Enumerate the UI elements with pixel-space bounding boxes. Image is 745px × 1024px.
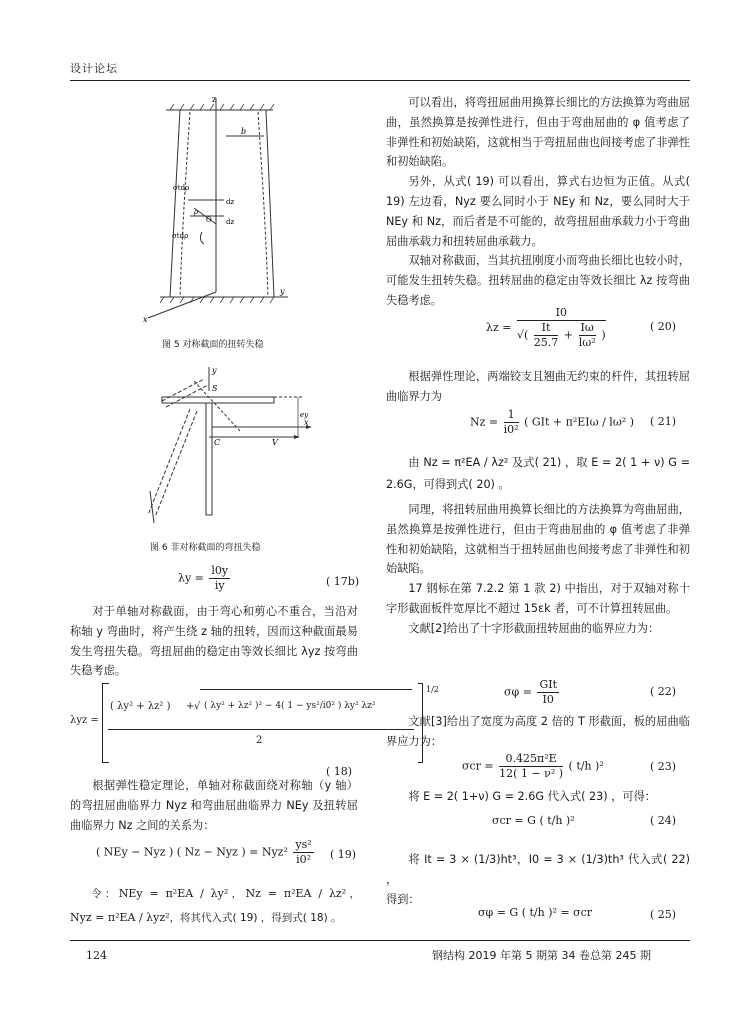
eq18-bracket-left	[102, 683, 109, 763]
eq22-number: ( 22)	[650, 685, 677, 698]
right-paragraph-9	[386, 712, 690, 752]
paragraph-text: 文献[2]给出了十字形截面扭转屈曲的临界应力为：	[408, 621, 660, 635]
header-rule	[70, 80, 690, 81]
eq23-lhs: σcr =	[462, 759, 494, 773]
p3-prefix: 令：	[91, 888, 119, 900]
eq20-plus: +	[563, 328, 574, 342]
figure-5-diagram	[140, 92, 300, 324]
fig6-label-y: y	[212, 366, 217, 375]
running-header: 设计论坛	[70, 62, 118, 75]
eq18-lhs: λyz =	[70, 715, 99, 726]
p3-suffix: ，将其代入式( 19) ，得到式( 18) 。	[169, 912, 342, 924]
paragraph-text: 同理，将扭转屈曲用换算长细比的方法换算为弯曲屈曲，虽然换算是按弹性进行，但由于弯曲屈曲的 φ 值考虑了非弹性和初始缺陷，这就相当于扭转屈曲也间接考虑了非弹性和初始缺陷。	[386, 503, 690, 576]
fig6-label-S: S	[212, 384, 218, 393]
equation-23	[462, 752, 604, 781]
eq20-d1d: 25.7	[533, 336, 559, 349]
paragraph-text: 双轴对称截面，当其抗扭刚度小而弯曲长细比也较小时，可能发生扭转失稳。扭转屈曲的稳定由等效长细比 λz 按弯曲失稳考虑。	[386, 254, 690, 307]
eq20-num: I0	[517, 306, 606, 321]
eq18-sqrt-body: ( λy² + λz² )² − 4( 1 − ys²/i0² ) λy² λz²	[204, 701, 376, 711]
eq18-power: 1/2	[426, 685, 439, 694]
eq21-number: ( 21)	[650, 415, 677, 428]
eq19-lhs: ( NEy − Nyz ) ( Nz − Nyz ) = Nyz²	[96, 845, 288, 859]
right-paragraph-11	[386, 850, 690, 909]
equation-21	[470, 408, 634, 437]
eq17b-lhs: λy =	[178, 571, 204, 585]
fig5-label-O: O	[206, 216, 212, 224]
eq20-lhs: λz =	[486, 321, 512, 334]
eq20-number: ( 20)	[650, 320, 677, 333]
eq22-num: GIt	[539, 678, 557, 691]
paragraph-text: 将 It = 3 × (1/3)ht³，I0 = 3 × (1/3)th³ 代入式( 22) ，	[386, 853, 690, 886]
eq18-den: 2	[256, 735, 263, 746]
eq25-frac: ( t/h )²	[521, 906, 557, 919]
p3-formula-1: NEy = π²EA / λy²	[118, 887, 229, 900]
eq18-number: ( 18)	[326, 765, 353, 778]
fig6-label-x: x	[304, 418, 309, 427]
left-paragraph-1	[70, 602, 358, 681]
eq22-den: I0	[542, 693, 554, 706]
eq25-number: ( 25)	[650, 908, 677, 921]
paragraph-text: 令：NEy = π²EA / λy²，Nz = π²EA / λz²，Nyz = π²EA / λyz²，将其代入式( 19) ，得到式( 18) 。	[70, 887, 360, 924]
eq20-den: √( $\frac{It}{25.7}$ + $\frac{I\omega}{\text{lω²}}$ )	[516, 321, 606, 349]
eq20-d2n: Iω	[580, 321, 594, 334]
fig6-label-C: C	[214, 438, 221, 447]
paragraph-text: 根据弹性稳定理论，单轴对称截面绕对称轴（y 轴）的弯扭屈曲临界力 Nyz 和弯曲屈曲临界力 NEy 及扭转屈曲临界力 Nz 之间的关系为：	[70, 779, 358, 832]
eq18-plus: +	[186, 701, 195, 712]
p3-formula-2: Nz = π²EA / λz²	[245, 887, 347, 900]
fig5-label-rho: ρ	[194, 208, 199, 216]
fig5-label-sigma-bot: σtdρ	[172, 232, 189, 240]
right-paragraph-5	[386, 452, 690, 496]
fig6-label-V: V	[272, 438, 278, 447]
eq24-number: ( 24)	[650, 814, 677, 827]
equation-17b	[178, 564, 232, 593]
left-paragraph-3	[70, 882, 360, 930]
eq18-sqrt-sign: √	[194, 701, 201, 712]
equation-24	[492, 814, 575, 827]
right-paragraph-10	[386, 787, 690, 807]
equation-19	[96, 838, 316, 867]
right-paragraph-4	[386, 367, 690, 407]
paragraph-text: 文献[3]给出了宽度为高度 2 倍的 T 形截面，板的屈曲临界应力为：	[386, 715, 690, 748]
paragraph-text: 将 E = 2( 1+ν) G = 2.6G 代入式( 23) ，可得：	[408, 790, 656, 803]
eq17b-number: ( 17b)	[326, 575, 360, 588]
page-number: 124	[86, 949, 107, 962]
paragraph-text: 可以看出，将弯扭屈曲用换算长细比的方法换算为弯曲屈曲，虽然换算是按弹性进行，但由于弯曲屈曲的 φ 值考虑了非弹性和初始缺陷，这就相当于弯扭屈曲也间接考虑了非弹性和初始缺陷。	[386, 96, 690, 169]
paragraph-text: 得到：	[386, 892, 420, 906]
figure-6-diagram	[140, 365, 316, 523]
right-paragraph-6	[386, 500, 690, 639]
equation-20	[486, 306, 608, 350]
eq23-den: 12( 1 − ν² )	[499, 767, 564, 780]
eq25-lhs: σφ = G	[478, 906, 519, 919]
left-paragraph-2	[70, 776, 358, 835]
eq23-num: 0.425π²E	[499, 752, 563, 767]
eq20-d1n: It	[534, 321, 559, 336]
eq20-d2d: lω²	[578, 336, 596, 349]
eq24-lhs: σcr = G	[492, 814, 536, 827]
eq19-num: ys²	[295, 838, 312, 851]
eq18-fraction-bar	[108, 729, 414, 730]
figure-5-caption: 图 5 对称截面的扭转失稳	[162, 340, 264, 350]
eq21-lhs: Nz =	[470, 415, 499, 429]
right-paragraph-1	[386, 93, 690, 311]
fig5-label-y: y	[280, 287, 285, 296]
eq18-sqrt-bar	[200, 689, 412, 690]
eq21-inner: ( GIt + π²EIω / lω² )	[524, 415, 634, 429]
p3-formula-3: Nyz = π²EA / λyz²	[70, 911, 170, 924]
fig5-label-z: z	[212, 95, 217, 104]
paragraph-text: 根据弹性理论，两端铰支且翘曲无约束的杆件，其扭转屈曲临界力为	[386, 370, 690, 403]
fig5-label-dz: dz	[226, 198, 235, 206]
equation-25	[478, 906, 592, 919]
equation-22	[504, 678, 561, 707]
eq18-term1: ( λy² + λz² )	[110, 701, 171, 712]
paragraph-text: 对于单轴对称截面，由于弯心和剪心不重合，当沿对称轴 y 弯曲时，将产生绕 z 轴的扭转，因而这种截面最易发生弯扭失稳。弯扭屈曲的稳定由等效长细比 λyz 按弯曲失稳考虑。	[70, 605, 358, 678]
fig5-label-x: x	[143, 315, 148, 324]
journal-info: 钢结构 2019 年第 5 期第 34 卷总第 245 期	[432, 949, 651, 962]
paragraph-text: 17 钢标在第 7.2.2 第 1 款 2) 中指出，对于双轴对称十字形截面板件宽厚比不超过 15εk 者，可不计算扭转屈曲。	[386, 582, 690, 615]
eq23-frac: ( t/h )²	[568, 759, 604, 773]
eq19-number: ( 19)	[330, 848, 357, 861]
fig5-label-dz2: dz	[226, 218, 235, 226]
fig6-label-ey: ey	[300, 411, 309, 419]
figure-6-caption: 图 6 非对称截面的弯扭失稳	[150, 543, 261, 553]
eq22-lhs: σφ =	[504, 685, 532, 699]
paragraph-text: 另外，从式( 19) 可以看出，算式右边恒为正值。从式( 19) 左边看，Nyz 要么同时小于 NEy 和 Nz，要么同时大于 NEy 和 Nz，而后者是不可能的，故弯扭屈曲承载力小于弯曲屈曲承载力和扭转屈曲承载力。	[386, 175, 690, 248]
eq24-frac: ( t/h )²	[539, 814, 575, 827]
eq21-num: 1	[504, 408, 519, 423]
fig5-label-b: b	[241, 127, 247, 136]
eq17b-den: iy	[214, 579, 225, 592]
eq17b-num: l0y	[211, 564, 229, 577]
eq23-number: ( 23)	[650, 760, 677, 773]
paragraph-text: 由 Nz = π²EA / λz² 及式( 21) ，取 E = 2( 1 + ν) G = 2.6G，可得到式( 20) 。	[386, 456, 690, 491]
eq25-rhs: = σcr	[560, 906, 593, 919]
eq19-den: i0²	[296, 853, 311, 866]
footer-rule	[70, 940, 690, 941]
eq21-den: i0²	[503, 423, 519, 436]
fig5-label-sigma-top: σtdρ	[173, 184, 190, 192]
